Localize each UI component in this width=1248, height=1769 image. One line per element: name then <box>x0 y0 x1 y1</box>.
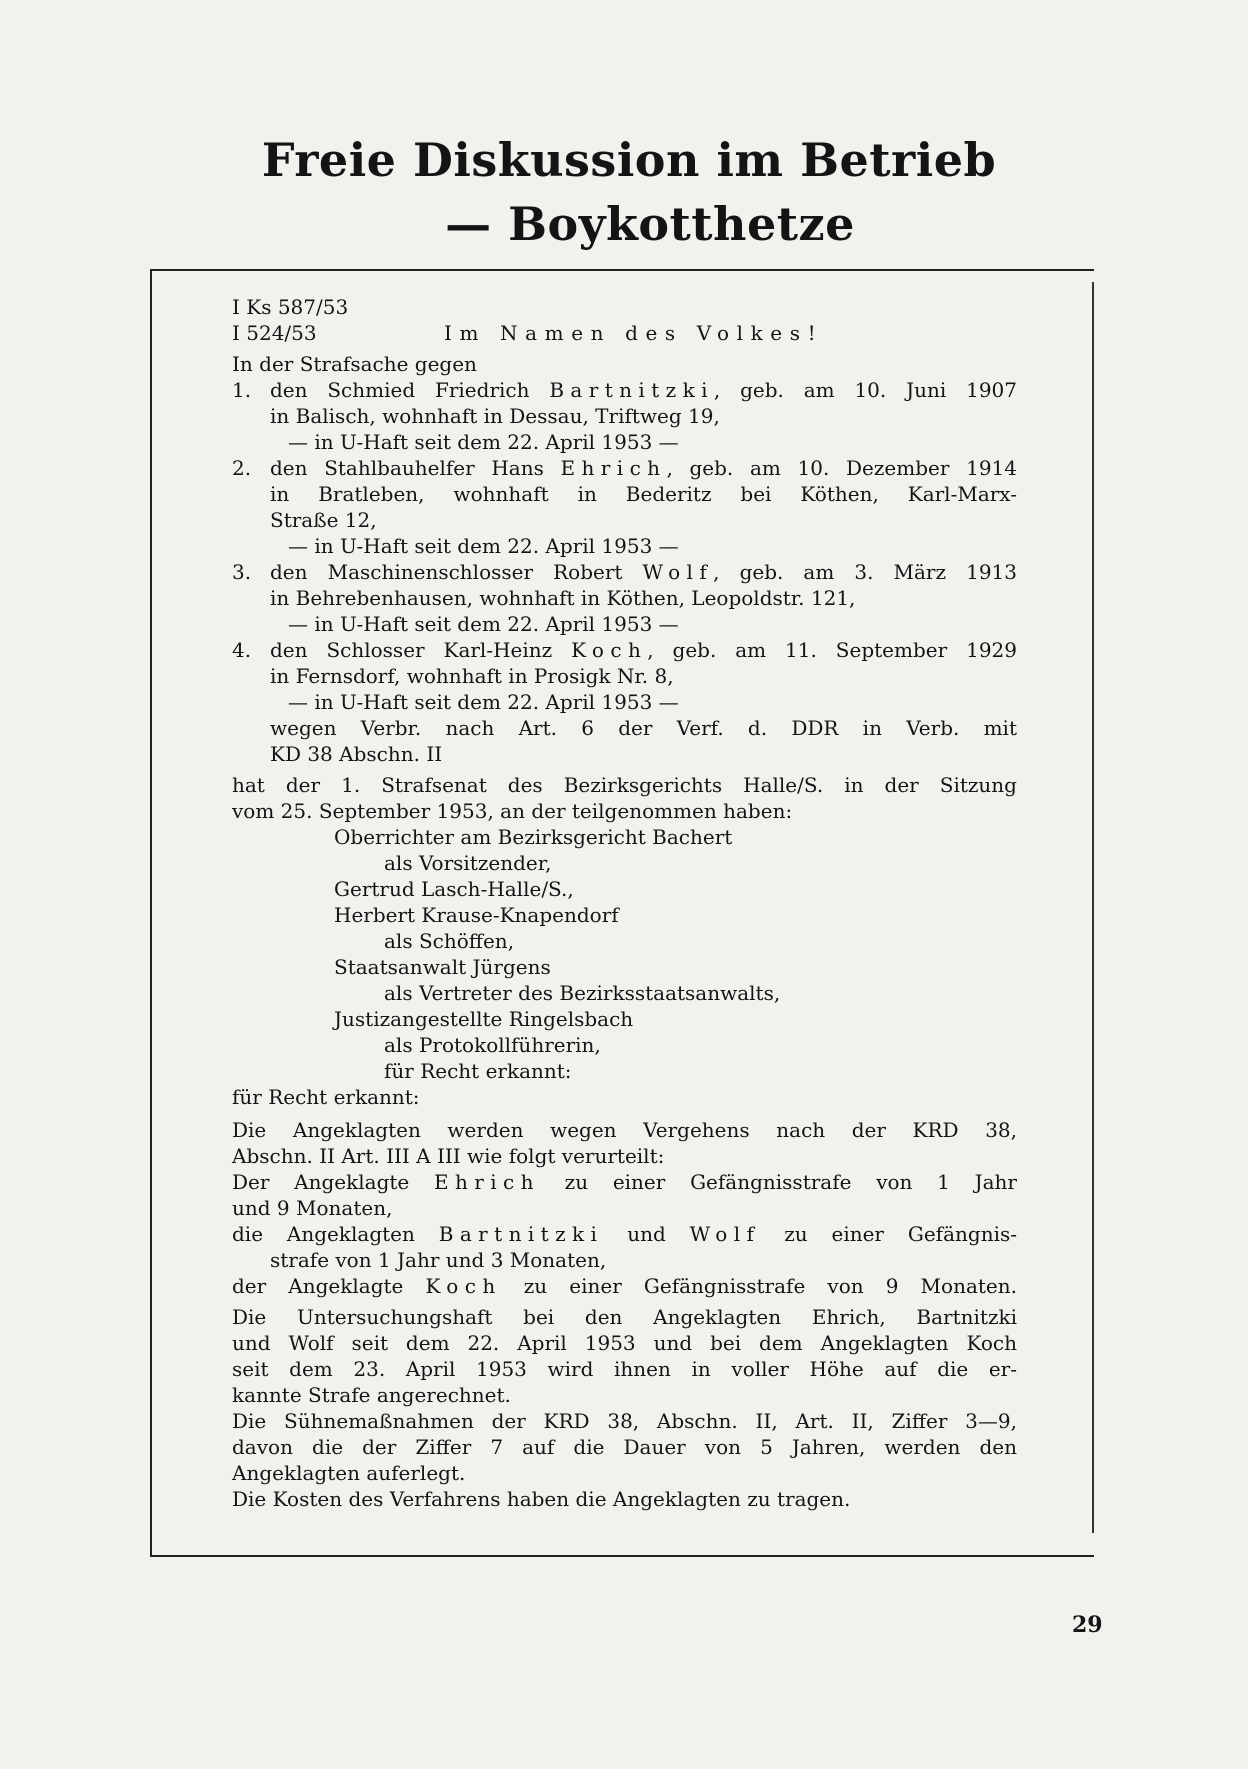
defendant-name: Bartnitzki <box>438 1222 604 1246</box>
role-prosecutor: als Vertreter des Bezirksstaatsanwalts, <box>384 981 781 1005</box>
defendant-1-detail: in Balisch, wohnhaft in Dessau, Triftweg 19, <box>270 404 720 428</box>
defendant-number: 4. <box>232 638 252 662</box>
case-ref-1: I Ks 587/53 <box>232 295 349 319</box>
verdict-p3-line-2: davon die der Ziffer 7 auf die Dauer von 5 Jahren, werden den <box>232 1435 1017 1459</box>
judgment-text <box>232 294 1017 1512</box>
defendant-3-haft: — in U-Haft seit dem 22. April 1953 — <box>288 612 679 636</box>
sentence-koch: der Angeklagte Koch zu einer Gefängnisstrafe von 9 Monaten. <box>232 1274 1017 1298</box>
court-line-2: vom 25. September 1953, an der teilgenommen haben: <box>232 799 793 823</box>
defendant-number: 2. <box>232 456 252 480</box>
defendant-1-haft: — in U-Haft seit dem 22. April 1953 — <box>288 430 679 454</box>
defendant-number: 3. <box>232 560 252 584</box>
defendant-name: Koch <box>571 638 648 662</box>
defendant-name: Ehrich <box>560 456 667 480</box>
role-clerk: als Protokollführerin, <box>384 1033 601 1057</box>
defendant-name: Wolf <box>689 1222 761 1246</box>
article-title <box>0 128 1248 256</box>
defendant-3-detail: in Behrebenhausen, wohnhaft in Köthen, Leopoldstr. 121, <box>270 586 856 610</box>
sentence-bartnitzki-wolf-cont: strafe von 1 Jahr und 3 Monaten, <box>270 1248 607 1272</box>
defendant-4-detail: in Fernsdorf, wohnhaft in Prosigk Nr. 8, <box>270 664 674 688</box>
sentence-ehrich: Der Angeklagte Ehrich zu einer Gefängnisstrafe von 1 Jahr <box>232 1170 1017 1194</box>
participant-lay-judge-1: Gertrud Lasch-Halle/S., <box>334 877 574 901</box>
title-line-1: Freie Diskussion im Betrieb <box>261 133 997 187</box>
verdict-p3-line-3: Angeklagten auferlegt. <box>232 1461 466 1485</box>
frame-right-rule <box>1092 282 1094 1533</box>
defendant-3-line: 3. den Maschinenschlosser Robert Wolf, geb. am 3. März 1913 <box>232 560 1017 584</box>
defendant-name: Koch <box>425 1274 502 1298</box>
verdict-costs: Die Kosten des Verfahrens haben die Angeklagten zu tragen. <box>232 1487 851 1511</box>
page-number: 29 <box>1072 1612 1103 1638</box>
participant-prosecutor: Staatsanwalt Jürgens <box>334 955 551 979</box>
charge-line-2: KD 38 Abschn. II <box>270 742 443 766</box>
verdict-p1-line-2: Abschn. II Art. III A III wie folgt verurteilt: <box>232 1144 665 1168</box>
court-line-1: hat der 1. Strafsenat des Bezirksgerichts Halle/S. in der Sitzung <box>232 773 1017 797</box>
role-presiding: als Vorsitzender, <box>384 851 552 875</box>
defendant-1-line: 1. den Schmied Friedrich Bartnitzki, geb. am 10. Juni 1907 <box>232 378 1017 402</box>
sentence-bartnitzki-wolf: die Angeklagten Bartnitzki und Wolf zu einer Gefängnis- <box>232 1222 1017 1246</box>
defendant-number: 1. <box>232 378 252 402</box>
defendant-2-haft: — in U-Haft seit dem 22. April 1953 — <box>288 534 679 558</box>
defendant-name: Ehrich <box>434 1170 540 1194</box>
defendant-name: Bartnitzki <box>549 378 714 402</box>
case-header <box>232 320 1017 346</box>
defendant-2-detail: in Bratleben, wohnhaft in Bederitz bei Köthen, Karl-Marx- <box>270 482 1017 506</box>
intro-line: In der Strafsache gegen <box>232 352 477 376</box>
title-line-2: — Boykotthetze <box>445 197 855 251</box>
participant-presiding-judge: Oberrichter am Bezirksgericht Bachert <box>334 825 733 849</box>
verdict-p2-line-2: und Wolf seit dem 22. April 1953 und bei dem Angeklagten Koch <box>232 1331 1017 1355</box>
verdict-intro: für Recht erkannt: <box>232 1085 420 1109</box>
defendant-2-line: 2. den Stahlbauhelfer Hans Ehrich, geb. am 10. Dezember 1914 <box>232 456 1017 480</box>
court-recognized: für Recht erkannt: <box>384 1059 572 1083</box>
participant-lay-judge-2: Herbert Krause-Knapendorf <box>334 903 619 927</box>
defendant-name: Wolf <box>642 560 714 584</box>
verdict-p3-line-1: Die Sühnemaßnahmen der KRD 38, Abschn. II, Art. II, Ziffer 3—9, <box>232 1409 1017 1433</box>
defendant-2-detail-2: Straße 12, <box>270 508 377 532</box>
case-ref-2: I 524/53 <box>232 321 317 345</box>
verdict-p2-line-3: seit dem 23. April 1953 wird ihnen in voller Höhe auf die er- <box>232 1357 1017 1381</box>
verdict-p2-line-1: Die Untersuchungshaft bei den Angeklagten Ehrich, Bartnitzki <box>232 1305 1017 1329</box>
sentence-ehrich-cont: und 9 Monaten, <box>232 1196 393 1220</box>
participant-clerk: Justizangestellte Ringelsbach <box>334 1007 634 1031</box>
defendant-4-haft: — in U-Haft seit dem 22. April 1953 — <box>288 690 679 714</box>
charge-line-1: wegen Verbr. nach Art. 6 der Verf. d. DDR in Verb. mit <box>270 716 1017 740</box>
motto: Im Namen des Volkes! <box>444 321 824 345</box>
role-lay-judges: als Schöffen, <box>384 929 515 953</box>
verdict-p1-line-1: Die Angeklagten werden wegen Vergehens nach der KRD 38, <box>232 1118 1017 1142</box>
verdict-p2-line-4: kannte Strafe angerechnet. <box>232 1383 511 1407</box>
defendant-4-line: 4. den Schlosser Karl-Heinz Koch, geb. am 11. September 1929 <box>232 638 1017 662</box>
